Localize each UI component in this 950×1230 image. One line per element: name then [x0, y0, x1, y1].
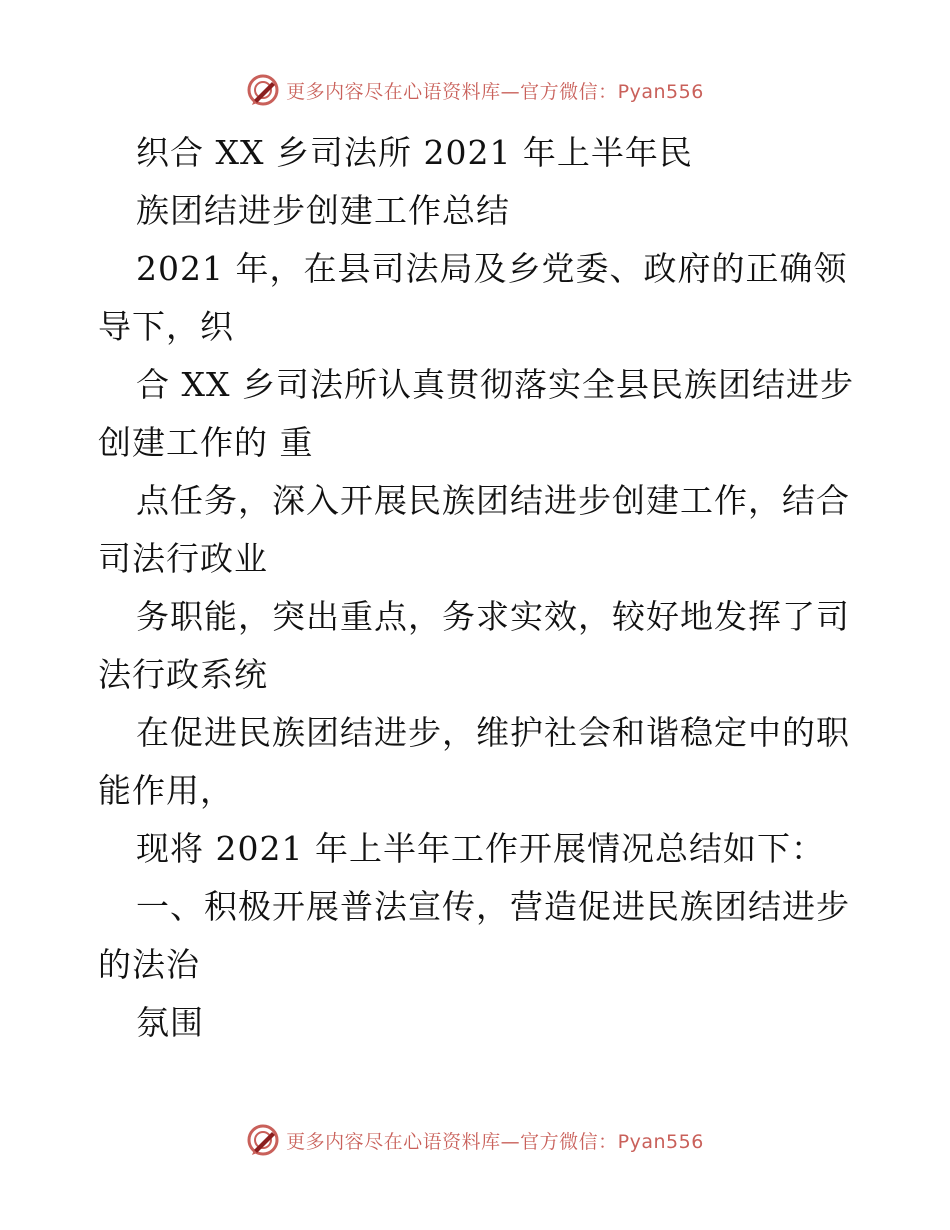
text-line: 合 XX 乡司法所认真贯彻落实全县民族团结进步	[136, 365, 854, 404]
text-line: 的法治	[98, 945, 200, 984]
header-watermark-text: 更多内容尽在心语资料库—官方微信：Pyan556	[286, 80, 704, 103]
text-line: 务职能，突出重点，务求实效，较好地发挥了司	[136, 597, 850, 636]
text-line: 创建工作的 重	[98, 423, 314, 462]
pen-logo-icon	[246, 1123, 280, 1157]
text-line: 能作用，	[98, 771, 234, 810]
text-line: 氛围	[136, 1003, 204, 1042]
footer-watermark-text: 更多内容尽在心语资料库—官方微信：Pyan556	[286, 1130, 704, 1153]
pen-logo-icon	[246, 73, 280, 107]
document-body	[98, 124, 858, 1052]
header-watermark	[0, 70, 950, 110]
text-line: 点任务，深入开展民族团结进步创建工作，结合	[136, 481, 850, 520]
text-line: 现将 2021 年上半年工作开展情况总结如下：	[136, 829, 825, 868]
text-line: 2021 年，在县司法局及乡党委、政府的正确领	[136, 249, 848, 288]
text-line: 导下，织	[98, 307, 234, 346]
text-line: 在促进民族团结进步，维护社会和谐稳定中的职	[136, 713, 850, 752]
footer-watermark	[0, 1120, 950, 1160]
text-line: 一、积极开展普法宣传，营造促进民族团结进步	[136, 887, 850, 926]
text-line: 织合 XX 乡司法所 2021 年上半年民	[136, 133, 693, 172]
text-line: 司法行政业	[98, 539, 268, 578]
text-line: 法行政系统	[98, 655, 268, 694]
text-line: 族团结进步创建工作总结	[136, 191, 510, 230]
